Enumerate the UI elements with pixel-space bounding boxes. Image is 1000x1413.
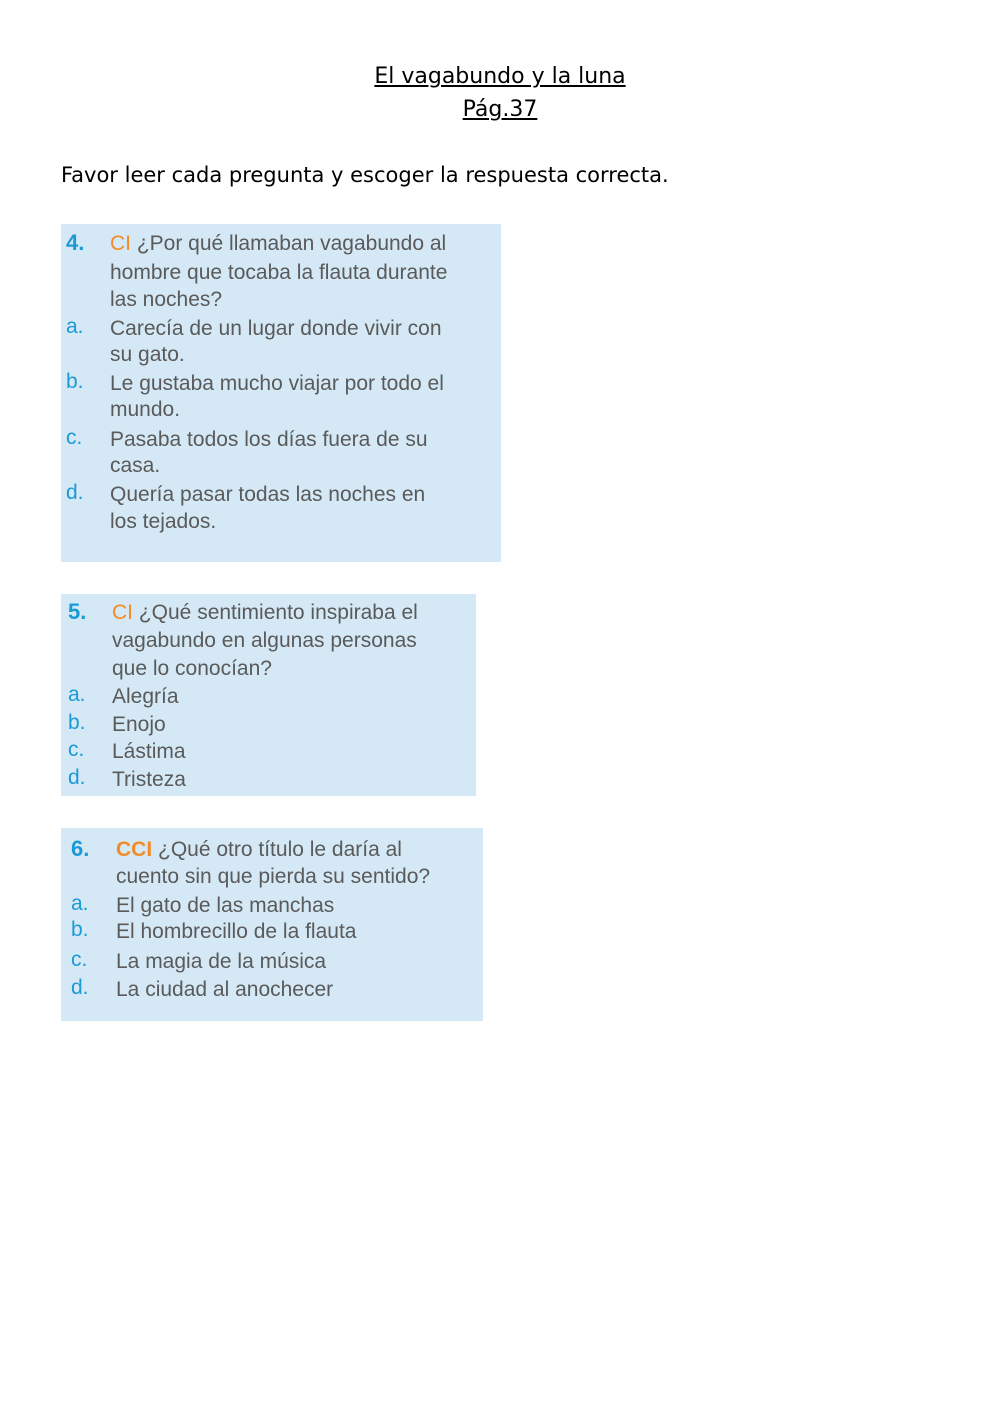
option-line[interactable]: mundo. [110, 398, 181, 421]
option-letter: d. [68, 766, 86, 789]
option-letter: a. [66, 315, 84, 338]
cropped-text-fragment [61, 558, 501, 562]
question-line: ¿Por qué llamaban vagabundo al [136, 232, 447, 255]
option-line[interactable]: Carecía de un lugar donde vivir con [110, 317, 442, 340]
option-letter: b. [71, 918, 89, 941]
option-line[interactable]: Pasaba todos los días fuera de su [110, 428, 428, 451]
question-card-5 [61, 594, 476, 796]
question-prompt [116, 836, 402, 863]
page-reference: Pág.37 [462, 97, 538, 122]
skill-tag: CI [112, 601, 133, 624]
option-line[interactable]: Le gustaba mucho viajar por todo el [110, 372, 444, 395]
option-line[interactable]: casa. [110, 454, 161, 477]
option-letter: c. [68, 738, 85, 761]
question-prompt [112, 599, 418, 626]
option-letter: a. [68, 683, 86, 706]
option-letter: c. [71, 948, 88, 971]
question-number: 5. [68, 599, 87, 624]
question-line: que lo conocían? [112, 657, 272, 680]
option-letter: d. [66, 481, 84, 504]
option-line[interactable]: su gato. [110, 343, 185, 366]
question-number: 4. [66, 230, 85, 255]
option-line[interactable]: La magia de la música [116, 950, 327, 973]
option-line[interactable]: El gato de las manchas [116, 894, 335, 917]
option-letter: d. [71, 976, 89, 999]
option-line[interactable]: Quería pasar todas las noches en [110, 483, 426, 506]
option-line[interactable]: los tejados. [110, 510, 217, 533]
question-prompt [110, 230, 446, 257]
option-letter: b. [66, 370, 84, 393]
option-line[interactable]: Alegría [112, 685, 179, 708]
question-line: ¿Qué otro título le daría al [158, 838, 402, 861]
skill-tag: CCI [116, 838, 153, 861]
question-line: ¿Qué sentimiento inspiraba el [138, 601, 418, 624]
option-line[interactable]: Lástima [112, 740, 186, 763]
option-line[interactable]: Enojo [112, 713, 166, 736]
option-letter: a. [71, 892, 89, 915]
question-line: hombre que tocaba la flauta durante [110, 261, 448, 284]
question-line: cuento sin que pierda su sentido? [116, 865, 431, 888]
question-line: vagabundo en algunas personas [112, 629, 417, 652]
question-card-4 [61, 224, 501, 562]
question-number: 6. [71, 836, 90, 861]
worksheet-title: El vagabundo y la luna [374, 64, 626, 89]
option-line[interactable]: El hombrecillo de la flauta [116, 920, 357, 943]
option-line[interactable]: La ciudad al anochecer [116, 978, 334, 1001]
question-line: las noches? [110, 288, 223, 311]
option-letter: c. [66, 426, 83, 449]
instruction-text: Favor leer cada pregunta y escoger la respuesta correcta. [61, 163, 669, 187]
question-card-6 [61, 828, 483, 1021]
option-letter: b. [68, 711, 86, 734]
option-line[interactable]: Tristeza [112, 768, 186, 791]
skill-tag: CI [110, 232, 131, 255]
